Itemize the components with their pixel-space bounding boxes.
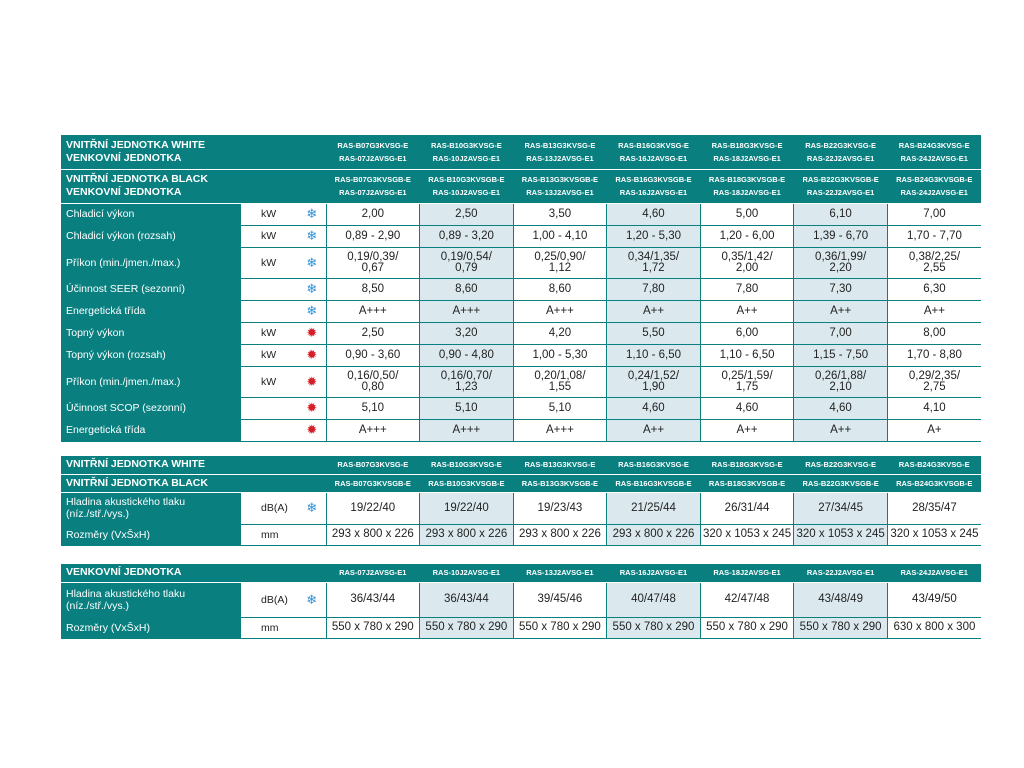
header-title-line: VENKOVNÍ JEDNOTKA: [66, 186, 182, 198]
model-cell: [794, 135, 888, 169]
outdoor-model: RAS-24J2AVSG-E1: [900, 188, 968, 197]
value-cell: 4,60: [607, 203, 701, 225]
value-cell: [513, 247, 607, 278]
row-label-line: Hladina akustického tlaku: [66, 496, 186, 508]
value-cell: 550 x 780 x 290: [513, 617, 607, 638]
model-cell: [887, 169, 981, 203]
data-row: [61, 322, 981, 344]
value-cell: A+++: [420, 419, 514, 441]
row-label: Topný výkon: [61, 322, 241, 344]
value-line: 2,20: [829, 261, 852, 274]
sun-icon: ✹: [306, 325, 318, 340]
value-line: 1,75: [735, 380, 759, 393]
indoor-model: RAS-B18G3KVSGB-E: [708, 175, 786, 184]
data-row: [61, 225, 981, 247]
row-label-line: (níz./stř./vys.): [66, 599, 129, 612]
outdoor-model: RAS-07J2AVSG-E1: [339, 153, 407, 163]
value-cell: 630 x 800 x 300: [887, 617, 981, 638]
snowflake-icon: ❄: [306, 281, 318, 296]
sun-icon: ✹: [306, 400, 318, 415]
outdoor-model: RAS-16J2AVSG-E1: [619, 188, 688, 197]
row-unit: dB(A): [241, 582, 298, 617]
value-cell: 36/43/44: [326, 582, 420, 617]
row-label: Účinnost SCOP (sezonní): [61, 397, 241, 419]
model-cell: RAS-B16G3KVSGB-E: [607, 474, 701, 492]
outdoor-model: RAS-10J2AVSG-E1: [432, 153, 501, 163]
value-cell: 550 x 780 x 290: [420, 617, 514, 638]
row-icon-cell: [298, 397, 326, 419]
header-title: VNITŘNÍ JEDNOTKA BLACK: [61, 474, 326, 492]
model-cell: RAS-B24G3KVSG-E: [887, 456, 981, 474]
header-title: VENKOVNÍ JEDNOTKA: [61, 564, 326, 582]
header-title: [61, 169, 326, 203]
value-cell: 1,39 - 6,70: [794, 225, 888, 247]
value-cell: 43/49/50: [887, 582, 981, 617]
data-row: [61, 203, 981, 225]
value-cell: 293 x 800 x 226: [607, 524, 701, 545]
row-unit: dB(A): [241, 492, 298, 524]
model-cell: [887, 135, 981, 169]
value-cell: 293 x 800 x 226: [513, 524, 607, 545]
value-cell: 320 x 1053 x 245: [794, 524, 888, 545]
value-cell: [700, 366, 794, 397]
outdoor-model: RAS-22J2AVSG-E1: [806, 153, 875, 163]
value-cell: 1,15 - 7,50: [794, 344, 888, 366]
model-cell: RAS-B22G3KVSGB-E: [794, 474, 888, 492]
header-row: [61, 564, 981, 582]
value-cell: [887, 366, 981, 397]
snowflake-icon: ❄: [306, 303, 318, 318]
model-cell: RAS-B10G3KVSGB-E: [420, 474, 514, 492]
value-cell: [326, 247, 420, 278]
value-line: 1,12: [548, 261, 572, 274]
row-label: Chladicí výkon (rozsah): [61, 225, 241, 247]
spec-table-outdoor: [61, 564, 981, 639]
model-cell: RAS-B13G3KVSG-E: [513, 456, 607, 474]
value-cell: 4,20: [513, 322, 607, 344]
value-cell: 2,00: [326, 203, 420, 225]
row-icon-cell: [298, 322, 326, 344]
indoor-model: RAS-B10G3KVSGB-E: [428, 175, 505, 184]
indoor-model: RAS-B22G3KVSG-E: [805, 140, 877, 150]
value-line: 2,75: [923, 380, 946, 393]
header-title: VNITŘNÍ JEDNOTKA WHITE: [61, 456, 326, 474]
value-line: 0,16/0,70/: [440, 369, 492, 382]
data-row: [61, 366, 981, 397]
value-cell: 0,89 - 3,20: [420, 225, 514, 247]
outdoor-model: RAS-07J2AVSG-E1: [339, 188, 407, 197]
value-cell: 19/22/40: [420, 492, 514, 524]
header-title-line: VENKOVNÍ JEDNOTKA: [66, 151, 182, 164]
value-cell: 4,60: [607, 397, 701, 419]
data-row: [61, 397, 981, 419]
outdoor-model: RAS-10J2AVSG-E1: [432, 188, 501, 197]
snowflake-icon: ❄: [306, 591, 318, 607]
indoor-model: RAS-B13G3KVSG-E: [524, 140, 596, 150]
value-line: 2,10: [829, 380, 852, 393]
model-cell: RAS-B24G3KVSGB-E: [887, 474, 981, 492]
row-label: [61, 582, 241, 617]
model-cell: RAS-B18G3KVSG-E: [700, 456, 794, 474]
value-cell: 40/47/48: [607, 582, 701, 617]
model-cell: RAS-16J2AVSG-E1: [607, 564, 701, 582]
value-line: 0,19/0,54/: [440, 250, 492, 263]
model-cell: RAS-18J2AVSG-E1: [700, 564, 794, 582]
model-cell: RAS-B18G3KVSGB-E: [700, 474, 794, 492]
sun-icon: ✹: [306, 422, 318, 437]
value-cell: [607, 366, 701, 397]
value-line: 0,36/1,99/: [815, 250, 867, 263]
value-line: 0,16/0,50/: [347, 369, 399, 382]
value-cell: 6,00: [700, 322, 794, 344]
value-cell: 1,10 - 6,50: [700, 344, 794, 366]
row-icon-cell: [298, 419, 326, 441]
value-cell: 3,20: [420, 322, 514, 344]
value-cell: 1,20 - 5,30: [607, 225, 701, 247]
model-cell: [607, 169, 701, 203]
row-label: Rozměry (VxŠxH): [61, 617, 241, 638]
value-cell: 19/23/43: [513, 492, 607, 524]
value-line: 1,23: [455, 380, 478, 393]
value-cell: 19/22/40: [326, 492, 420, 524]
value-line: 2,55: [923, 261, 946, 274]
row-icon-cell: [298, 300, 326, 322]
data-row: [61, 419, 981, 441]
value-cell: 1,20 - 6,00: [700, 225, 794, 247]
row-label-line: (níz./stř./vys.): [66, 508, 129, 520]
value-cell: A++: [887, 300, 981, 322]
value-cell: [700, 247, 794, 278]
value-cell: 42/47/48: [700, 582, 794, 617]
value-cell: 0,90 - 4,80: [420, 344, 514, 366]
value-line: 0,19/0,39/: [347, 250, 399, 263]
row-icon-cell: [298, 225, 326, 247]
row-label: Rozměry (VxŠxH): [61, 524, 241, 545]
outdoor-model: RAS-16J2AVSG-E1: [619, 153, 688, 163]
model-cell: [700, 169, 794, 203]
model-cell: [326, 169, 420, 203]
value-cell: 5,00: [700, 203, 794, 225]
data-row: [61, 492, 981, 524]
indoor-model: RAS-B10G3KVSG-E: [430, 140, 502, 150]
header-title-line: VNITŘNÍ JEDNOTKA WHITE: [66, 138, 206, 151]
value-cell: 293 x 800 x 226: [326, 524, 420, 545]
row-unit: [241, 397, 298, 419]
outdoor-model: RAS-13J2AVSG-E1: [526, 188, 594, 197]
value-line: 0,35/1,42/: [721, 250, 773, 263]
value-line: 0,67: [361, 261, 384, 274]
value-cell: [420, 247, 514, 278]
row-label: Chladicí výkon: [61, 203, 241, 225]
value-line: 0,79: [455, 261, 478, 274]
value-cell: 1,10 - 6,50: [607, 344, 701, 366]
row-icon-cell: [298, 344, 326, 366]
model-cell: RAS-07J2AVSG-E1: [326, 564, 420, 582]
row-icon-cell: [298, 582, 326, 617]
value-cell: 6,10: [794, 203, 888, 225]
row-icon-cell: [298, 366, 326, 397]
row-unit: kW: [241, 366, 298, 397]
value-line: 1,90: [642, 380, 665, 393]
value-cell: A+++: [420, 300, 514, 322]
row-unit: mm: [241, 617, 298, 638]
value-cell: A++: [607, 419, 701, 441]
snowflake-icon: ❄: [306, 254, 318, 270]
value-cell: A++: [794, 300, 888, 322]
value-cell: [326, 366, 420, 397]
row-label: Energetická třída: [61, 300, 241, 322]
indoor-model: RAS-B16G3KVSGB-E: [615, 175, 692, 184]
value-cell: 550 x 780 x 290: [794, 617, 888, 638]
data-row: [61, 617, 981, 638]
value-cell: 4,60: [794, 397, 888, 419]
value-cell: 28/35/47: [887, 492, 981, 524]
data-row: [61, 300, 981, 322]
snowflake-icon: ❄: [306, 206, 318, 221]
value-line: 0,38/2,25/: [908, 250, 961, 263]
value-cell: [794, 247, 888, 278]
indoor-model: RAS-B16G3KVSG-E: [618, 140, 689, 150]
value-cell: 3,50: [513, 203, 607, 225]
model-cell: [326, 135, 420, 169]
value-cell: 1,00 - 5,30: [513, 344, 607, 366]
value-line: 0,26/1,88/: [815, 369, 867, 382]
row-unit: [241, 300, 298, 322]
value-cell: 1,70 - 8,80: [887, 344, 981, 366]
row-icon-cell: [298, 524, 326, 545]
model-cell: RAS-13J2AVSG-E1: [513, 564, 607, 582]
value-cell: A++: [700, 300, 794, 322]
value-cell: 8,60: [420, 278, 514, 300]
model-cell: RAS-B07G3KVSG-E: [326, 456, 420, 474]
value-cell: 550 x 780 x 290: [326, 617, 420, 638]
snowflake-icon: ❄: [306, 228, 318, 243]
row-unit: [241, 419, 298, 441]
value-cell: 8,00: [887, 322, 981, 344]
model-cell: RAS-22J2AVSG-E1: [794, 564, 888, 582]
value-cell: A++: [607, 300, 701, 322]
outdoor-model: RAS-13J2AVSG-E1: [526, 153, 594, 163]
value-cell: A+++: [513, 419, 607, 441]
value-cell: 7,80: [700, 278, 794, 300]
value-cell: [420, 366, 514, 397]
row-label: Energetická třída: [61, 419, 241, 441]
value-cell: 0,89 - 2,90: [326, 225, 420, 247]
value-cell: 7,00: [887, 203, 981, 225]
value-cell: 293 x 800 x 226: [420, 524, 514, 545]
model-cell: RAS-B07G3KVSGB-E: [326, 474, 420, 492]
value-cell: A+: [887, 419, 981, 441]
row-icon-cell: [298, 203, 326, 225]
model-cell: RAS-10J2AVSG-E1: [420, 564, 514, 582]
indoor-model: RAS-B22G3KVSGB-E: [802, 175, 879, 184]
value-cell: [607, 247, 701, 278]
data-row: [61, 278, 981, 300]
model-cell: [420, 169, 514, 203]
indoor-model: RAS-B18G3KVSG-E: [711, 140, 783, 150]
row-unit: kW: [241, 247, 298, 278]
row-unit: mm: [241, 524, 298, 545]
row-label: Příkon (min./jmen./max.): [61, 366, 241, 397]
value-line: 0,25/0,90/: [534, 250, 586, 263]
value-cell: 550 x 780 x 290: [607, 617, 701, 638]
value-cell: 6,30: [887, 278, 981, 300]
value-cell: 43/48/49: [794, 582, 888, 617]
row-label: Účinnost SEER (sezonní): [61, 278, 241, 300]
header-row: [61, 169, 981, 203]
row-label: Topný výkon (rozsah): [61, 344, 241, 366]
value-cell: 39/45/46: [513, 582, 607, 617]
row-label: Příkon (min./jmen./max.): [61, 247, 241, 278]
outdoor-model: RAS-18J2AVSG-E1: [713, 153, 781, 163]
row-icon-cell: [298, 617, 326, 638]
value-cell: 7,80: [607, 278, 701, 300]
value-cell: 21/25/44: [607, 492, 701, 524]
value-cell: 26/31/44: [700, 492, 794, 524]
value-cell: 320 x 1053 x 245: [700, 524, 794, 545]
header-row: [61, 474, 981, 492]
value-line: 0,24/1,52/: [627, 369, 680, 382]
value-cell: 320 x 1053 x 245: [887, 524, 981, 545]
row-unit: kW: [241, 225, 298, 247]
value-cell: A++: [700, 419, 794, 441]
outdoor-model: RAS-22J2AVSG-E1: [806, 188, 875, 197]
value-line: 1,72: [642, 261, 665, 274]
value-cell: 1,00 - 4,10: [513, 225, 607, 247]
value-cell: 4,10: [887, 397, 981, 419]
value-cell: 1,70 - 7,70: [887, 225, 981, 247]
value-cell: 5,10: [420, 397, 514, 419]
header-title: [61, 135, 326, 169]
value-cell: [887, 247, 981, 278]
header-row: [61, 456, 981, 474]
value-cell: 7,00: [794, 322, 888, 344]
row-icon-cell: [298, 278, 326, 300]
value-cell: 36/43/44: [420, 582, 514, 617]
value-line: 1,55: [548, 380, 572, 393]
value-cell: 4,60: [700, 397, 794, 419]
outdoor-model: RAS-18J2AVSG-E1: [713, 188, 781, 197]
indoor-model: RAS-B07G3KVSG-E: [337, 140, 409, 150]
value-cell: 7,30: [794, 278, 888, 300]
outdoor-model: RAS-24J2AVSG-E1: [900, 153, 968, 163]
value-cell: [513, 366, 607, 397]
data-row: [61, 247, 981, 278]
model-cell: [513, 169, 607, 203]
value-cell: 27/34/45: [794, 492, 888, 524]
row-unit: kW: [241, 322, 298, 344]
value-cell: [794, 366, 888, 397]
indoor-model: RAS-B24G3KVSGB-E: [896, 175, 973, 184]
model-cell: [607, 135, 701, 169]
value-cell: 5,50: [607, 322, 701, 344]
data-row: [61, 582, 981, 617]
model-cell: RAS-B22G3KVSG-E: [794, 456, 888, 474]
model-cell: [513, 135, 607, 169]
value-cell: A+++: [513, 300, 607, 322]
model-cell: RAS-24J2AVSG-E1: [887, 564, 981, 582]
value-cell: 2,50: [420, 203, 514, 225]
value-cell: A+++: [326, 419, 420, 441]
row-icon-cell: [298, 247, 326, 278]
value-cell: 5,10: [513, 397, 607, 419]
header-title-line: VNITŘNÍ JEDNOTKA BLACK: [66, 173, 208, 185]
value-cell: 0,90 - 3,60: [326, 344, 420, 366]
value-cell: A+++: [326, 300, 420, 322]
value-cell: 5,10: [326, 397, 420, 419]
value-line: 0,29/2,35/: [908, 369, 961, 382]
model-cell: RAS-B10G3KVSG-E: [420, 456, 514, 474]
spec-table-main: [61, 135, 981, 442]
value-line: 0,20/1,08/: [534, 369, 586, 382]
value-cell: 8,50: [326, 278, 420, 300]
sun-icon: ✹: [306, 347, 318, 362]
value-line: 0,80: [361, 380, 384, 393]
header-row: [61, 135, 981, 169]
model-cell: [420, 135, 514, 169]
spec-table-indoor: [61, 456, 981, 546]
model-cell: [794, 169, 888, 203]
row-unit: [241, 278, 298, 300]
value-cell: A++: [794, 419, 888, 441]
row-label-line: Hladina akustického tlaku: [66, 587, 186, 600]
row-label: [61, 492, 241, 524]
value-cell: 550 x 780 x 290: [700, 617, 794, 638]
row-unit: kW: [241, 203, 298, 225]
model-cell: [700, 135, 794, 169]
snowflake-icon: ❄: [306, 500, 318, 515]
row-icon-cell: [298, 492, 326, 524]
value-line: 0,34/1,35/: [627, 250, 680, 263]
indoor-model: RAS-B24G3KVSG-E: [898, 140, 970, 150]
value-cell: 8,60: [513, 278, 607, 300]
sun-icon: ✹: [306, 373, 318, 389]
value-line: 2,00: [735, 261, 759, 274]
indoor-model: RAS-B07G3KVSGB-E: [334, 175, 411, 184]
data-row: [61, 524, 981, 545]
row-unit: kW: [241, 344, 298, 366]
model-cell: RAS-B16G3KVSG-E: [607, 456, 701, 474]
value-cell: 2,50: [326, 322, 420, 344]
indoor-model: RAS-B13G3KVSGB-E: [521, 175, 599, 184]
value-line: 0,25/1,59/: [721, 369, 773, 382]
data-row: [61, 344, 981, 366]
model-cell: RAS-B13G3KVSGB-E: [513, 474, 607, 492]
